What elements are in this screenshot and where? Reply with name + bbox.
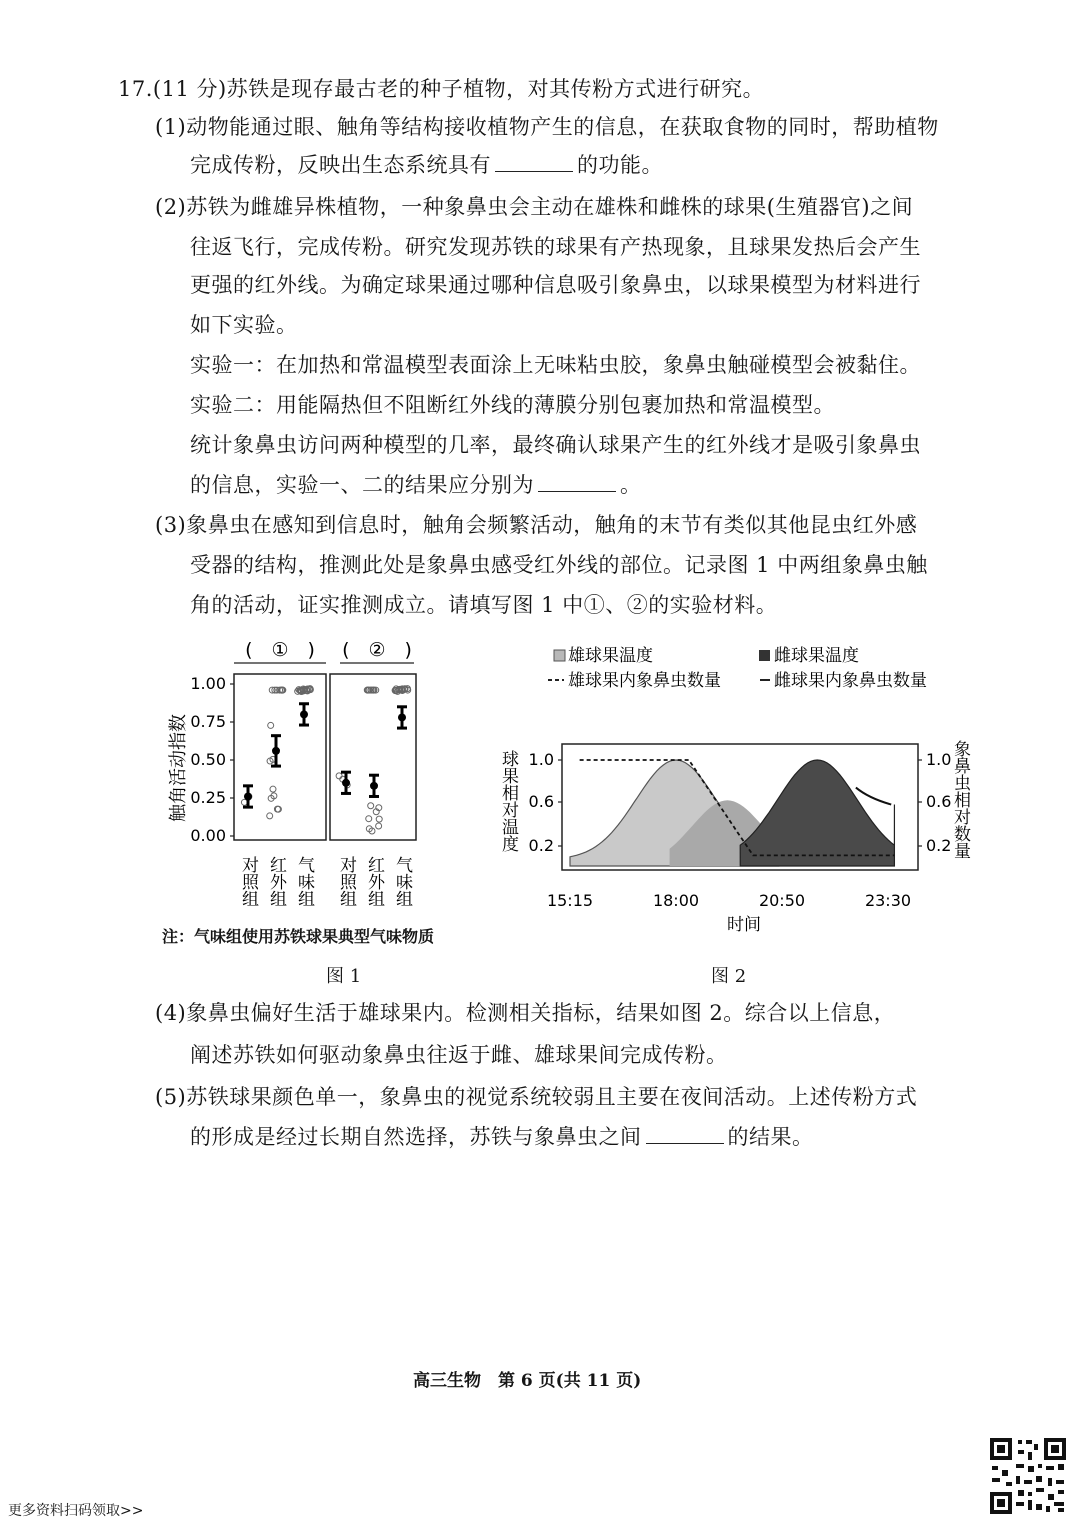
part2-line7: 统计象鼻虫访问两种模型的几率，最终确认球果产生的红外线才是吸引象鼻虫	[190, 433, 921, 457]
fig2-ytick-right-02: 0.2	[926, 836, 952, 855]
part2-line8	[190, 470, 642, 500]
fig1-sample-point	[376, 823, 382, 829]
more-materials-link[interactable]: 更多资料扫码领取>>	[8, 1503, 144, 1519]
fig1-mean-point	[244, 792, 252, 800]
fig1-mean-point	[342, 779, 350, 787]
figure-2-chart	[498, 640, 978, 940]
part4-line2: 阐述苏铁如何驱动象鼻虫往返于雌、雄球果间完成传粉。	[190, 1043, 728, 1067]
answer-blank-1	[495, 151, 573, 172]
qr-code-icon[interactable]	[988, 1436, 1068, 1516]
answer-blank-2	[538, 471, 616, 492]
answer-blank-3	[646, 1123, 724, 1144]
fig2-ytick-left-06: 0.6	[528, 792, 554, 811]
fig1-panel-2-frame	[330, 674, 416, 840]
part5-line1: (5)苏铁球果颜色单一，象鼻虫的视觉系统较弱且主要在夜间活动。上述传粉方式	[155, 1085, 918, 1109]
fig2-xtick-2330: 23:30	[864, 891, 912, 910]
part5-line2-text: 的形成是经过长期自然选择，苏铁与象鼻虫之间	[190, 1125, 642, 1149]
fig1-mean-point	[272, 747, 280, 755]
fig2-ylabel-right: 象鼻虫相对数量	[950, 740, 970, 859]
part3-line2: 受器的结构，推测此处是象鼻虫感受红外线的部位。记录图 1 中两组象鼻虫触	[190, 553, 928, 577]
part4-line1: (4)象鼻虫偏好生活于雄球果内。检测相关指标，结果如图 2。综合以上信息，	[155, 1001, 896, 1025]
part2-line4: 如下实验。	[190, 313, 298, 337]
part2-line8-text: 的信息，实验一、二的结果应分别为	[190, 473, 534, 497]
experiment-1: 实验一：在加热和常温模型表面涂上无味粘虫胶，象鼻虫触碰模型会被黏住。	[190, 353, 921, 377]
fig2-xtick-1800: 18:00	[652, 891, 700, 910]
fig1-ytick-05: 0.50	[190, 750, 226, 769]
fig1-mean-point	[398, 713, 406, 721]
fig1-ylabel: 触角活动指数	[168, 714, 189, 822]
part1-line2	[190, 150, 663, 180]
part2-line8-tail: 。	[620, 473, 642, 497]
fig1-panel-1-frame	[234, 674, 326, 840]
legend-female-weevils: 雌球果内象鼻虫数量	[774, 671, 927, 691]
part1-line2-text: 完成传粉，反映出生态系统具有	[190, 153, 491, 177]
fig1-sample-point	[336, 773, 342, 779]
fig1-ytick-1: 1.00	[190, 674, 226, 693]
part5-line2	[190, 1122, 814, 1152]
legend-male-weevils: 雄球果内象鼻虫数量	[568, 671, 721, 691]
part1-line1: (1)动物能通过眼、触角等结构接收植物产生的信息，在获取食物的同时，帮助植物	[155, 115, 939, 139]
fig1-note: 注：气味组使用苏铁球果典型气味物质	[162, 927, 435, 946]
fig1-xlabel-p1-infrared: 红外组	[266, 856, 286, 907]
fig1-xlabel-p2-odor: 气味组	[392, 856, 412, 907]
part3-line1: (3)象鼻虫在感知到信息时，触角会频繁活动，触角的末节有类似其他昆虫红外感	[155, 513, 918, 537]
part2-line3: 更强的红外线。为确定球果通过哪种信息吸引象鼻虫，以球果模型为材料进行	[190, 273, 921, 297]
fig2-caption: 图 2	[711, 966, 747, 987]
fig1-xlabel-p1-control: 对照组	[238, 856, 258, 907]
fig1-sample-point	[366, 816, 372, 822]
part2-line1: (2)苏铁为雌雄异株植物，一种象鼻虫会主动在雄株和雌株的球果(生殖器官)之间	[155, 195, 914, 219]
experiment-2: 实验二：用能隔热但不阻断红外线的薄膜分别包裹加热和常温模型。	[190, 393, 835, 417]
fig2-xlabel: 时间	[727, 915, 761, 935]
fig1-sample-point	[376, 816, 382, 822]
legend-male-temp: 雄球果温度	[568, 646, 653, 666]
question-header: 17.(11 分)苏铁是现存最古老的种子植物，对其传粉方式进行研究。	[118, 77, 765, 101]
fig1-ytick-025: 0.25	[190, 788, 226, 807]
fig2-ytick-right-06: 0.6	[926, 792, 952, 811]
part1-line2-tail: 的功能。	[577, 153, 663, 177]
fig2-ytick-right-1: 1.0	[926, 750, 952, 769]
fig1-xlabel-p2-infrared: 红外组	[364, 856, 384, 907]
page-footer: 高三生物 第 6 页(共 11 页)	[413, 1371, 642, 1391]
legend-male-temp-swatch	[554, 650, 565, 661]
part3-line3: 角的活动，证实推测成立。请填写图 1 中①、②的实验材料。	[190, 593, 778, 617]
fig1-panel-1-label: ( ① )	[245, 639, 315, 661]
fig1-sample-point	[268, 722, 274, 728]
fig1-panel-2-label: ( ② )	[342, 639, 412, 661]
fig1-mean-point	[300, 710, 308, 718]
fig2-ytick-left-02: 0.2	[528, 836, 554, 855]
fig1-mean-point	[370, 782, 378, 790]
fig2-xtick-1515: 15:15	[546, 891, 594, 910]
fig1-sample-point	[368, 803, 374, 809]
fig2-ytick-left-1: 1.0	[528, 750, 554, 769]
fig1-ytick-0: 0.00	[190, 826, 226, 845]
fig2-ylabel-left: 球果相对温度	[498, 750, 518, 852]
fig1-ytick-075: 0.75	[190, 712, 226, 731]
legend-female-temp-swatch	[759, 650, 770, 661]
legend-female-temp: 雌球果温度	[774, 646, 859, 666]
fig1-caption: 图 1	[326, 966, 362, 987]
fig1-xlabel-p1-odor: 气味组	[294, 856, 314, 907]
part5-line2-tail: 的结果。	[727, 1125, 814, 1149]
fig1-xlabel-p2-control: 对照组	[336, 856, 356, 907]
part2-line2: 往返飞行，完成传粉。研究发现苏铁的球果有产热现象，且球果发热后会产生	[190, 235, 921, 259]
fig2-xtick-2050: 20:50	[758, 891, 806, 910]
fig1-sample-point	[270, 786, 276, 792]
fig1-sample-point	[267, 813, 273, 819]
